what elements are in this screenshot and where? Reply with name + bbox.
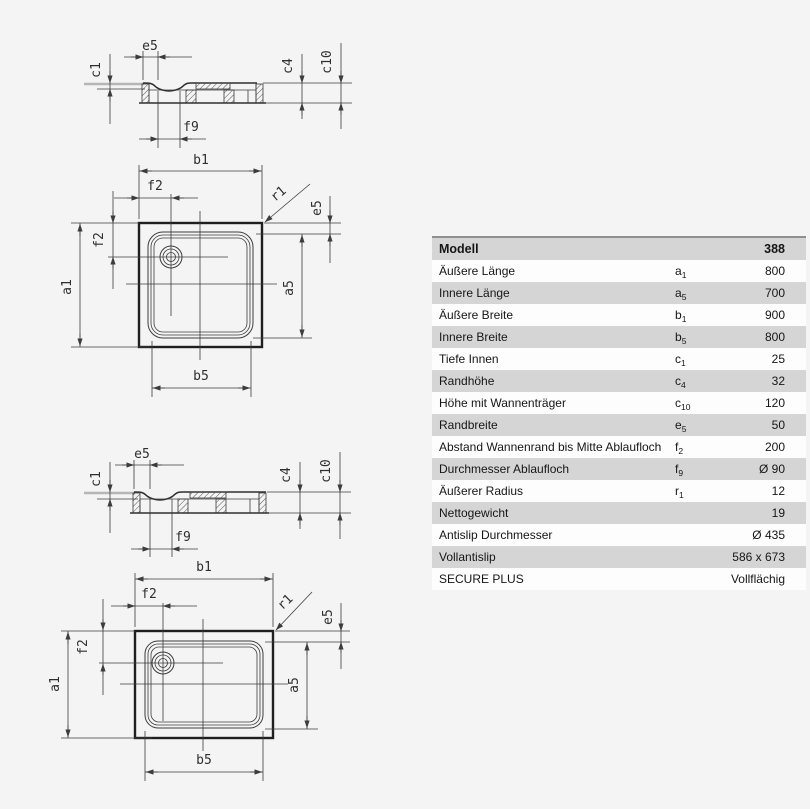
dim-label-e5: e5 [134,447,150,462]
spec-value: 19 [771,506,785,520]
table-row [432,304,806,326]
dim-label-c4: c4 [279,467,294,483]
table-row [432,282,806,304]
dim-label-c1: c1 [89,62,104,78]
dim-label-c4: c4 [281,58,296,74]
table-row [432,524,806,546]
support-foot [142,84,149,103]
spec-symbol: $b_1$ [675,308,687,324]
spec-label: Äußere Breite [439,308,514,322]
support-foot [216,499,226,513]
spec-label: Äußere Länge [439,264,516,278]
spec-symbol: $c_4$ [675,374,686,390]
support-foot [133,493,140,513]
spec-label: Äußerer Radius [439,484,524,498]
table-header-row [432,238,806,260]
spec-value: 800 [764,330,785,344]
spec-symbol: $a_5$ [675,286,687,302]
spec-label: Nettogewicht [439,506,509,520]
spec-value: 12 [771,484,785,498]
spec-symbol [675,568,727,590]
table-row [432,392,806,414]
spec-symbol: $r_1$ [675,484,684,500]
spec-value: Ø 90 [758,462,785,476]
dim-label-b1: b1 [193,153,209,168]
spec-label: Abstand Wannenrand bis Mitte Ablaufloch [439,440,662,454]
dim-label-f9: f9 [183,120,199,135]
dim-label-a5: a5 [287,677,302,693]
spec-label: Innere Breite [439,330,508,344]
spec-symbol: $e_5$ [675,418,687,434]
dim-label-b5: b5 [196,753,212,768]
spec-value: 32 [771,374,785,388]
table-row [432,568,806,590]
table-row [432,458,806,480]
spec-symbol [675,546,727,568]
spec-value: 800 [764,264,785,278]
dim-label-e5: e5 [310,200,325,216]
spec-symbol: $f_2$ [675,440,684,456]
spec-label: Randhöhe [439,374,495,388]
spec-value: Ø 435 [752,528,785,542]
spec-label: Höhe mit Wannenträger [439,396,566,410]
spec-symbol: $c_1$ [675,352,686,368]
dim-label-f2: f2 [147,179,163,194]
dim-label-f9: f9 [175,530,191,545]
section-view-top [84,39,352,148]
dim-label-c10: c10 [319,459,334,483]
dim-label-e5: e5 [142,39,158,54]
spec-label: Durchmesser Ablaufloch [439,462,570,476]
dim-label-a1: a1 [48,676,63,692]
spec-label: Tiefe Innen [439,352,499,366]
spec-value: 900 [764,308,785,322]
dim-label-r1: r1 [267,183,290,206]
spec-table-rows [432,260,806,590]
spec-value: 25 [771,352,785,366]
spec-value: 700 [764,286,785,300]
table-row [432,480,806,502]
spec-symbol: $f_9$ [675,462,684,478]
spec-symbol [675,238,727,260]
spec-value: 120 [764,396,785,410]
tray-shell [196,83,230,89]
table-row [432,260,806,282]
plan-view-top [60,153,341,397]
dim-label-e5: e5 [321,609,336,625]
dim-label-r1: r1 [274,591,297,614]
dim-label-a5: a5 [282,280,297,296]
tray-outline [139,223,262,347]
table-row [432,326,806,348]
dim-label-c10: c10 [320,50,335,74]
model-number: 388 [764,242,785,256]
spec-value: 200 [764,440,785,454]
spec-label: SECURE PLUS [439,572,524,586]
spec-value: Vollflächig [730,572,785,586]
dim-label-b1: b1 [196,560,212,575]
table-row [432,436,806,458]
plan-view-bottom [48,560,350,781]
dim-label-f2: f2 [92,232,107,248]
table-row [432,502,806,524]
model-label: Modell [439,242,479,256]
spec-symbol: $b_5$ [675,330,687,346]
spec-value: 50 [771,418,785,432]
dim-label-b5: b5 [193,369,209,384]
spec-value: 586 x 673 [732,550,785,564]
dim-label-a1: a1 [60,279,75,295]
section-view-bottom [84,447,351,557]
support-foot [224,90,234,103]
support-foot [178,499,188,513]
table-row [432,546,806,568]
support-foot [256,84,263,103]
table-row [432,370,806,392]
spec-symbol: $c_{10}$ [675,396,691,412]
tray-inner-slope [148,232,253,338]
dim-label-f2: f2 [141,587,157,602]
support-foot [259,493,266,513]
tray-shell [190,492,226,498]
dim-label-c1: c1 [89,471,104,487]
spec-symbol: $a_1$ [675,264,687,280]
spec-label: Innere Länge [439,286,510,300]
table-row [432,348,806,370]
spec-label: Antislip Durchmesser [439,528,553,542]
spec-label: Vollantislip [439,550,496,564]
table-row [432,414,806,436]
spec-label: Randbreite [439,418,498,432]
dim-label-f2: f2 [76,639,91,655]
support-foot [186,90,196,103]
spec-symbol [675,524,727,546]
spec-symbol [675,502,727,524]
spec-table [432,236,806,590]
